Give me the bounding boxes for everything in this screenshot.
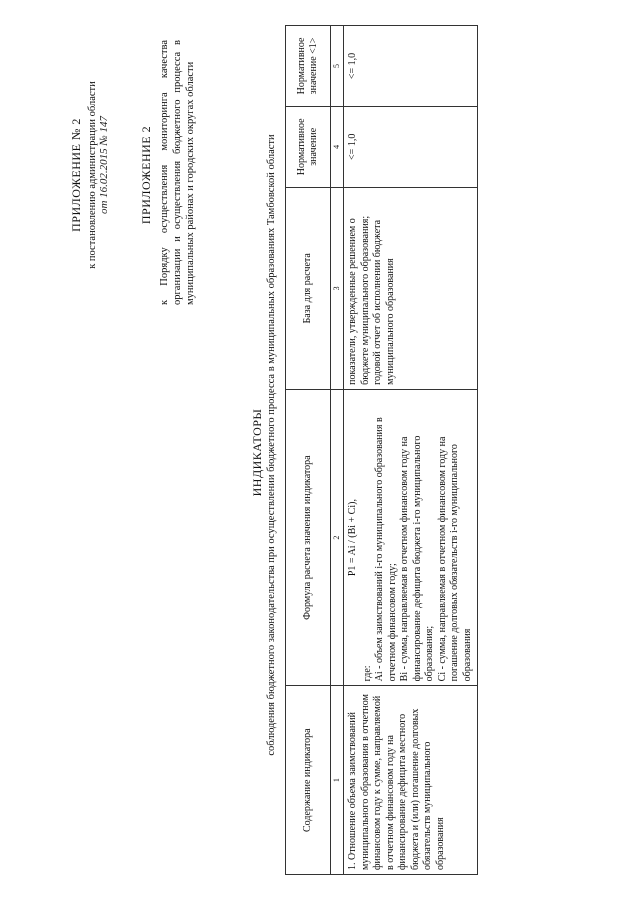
indicator-formula xyxy=(344,389,478,685)
header-content: Содержание индикатора xyxy=(286,686,331,875)
column-number: 1 xyxy=(331,686,344,875)
column-number: 3 xyxy=(331,187,344,389)
formula-expression: P1 = Ai / (Bi + Ci), xyxy=(347,499,358,577)
appendix-b-title: ПРИЛОЖЕНИЕ 2 xyxy=(139,125,153,225)
column-number: 4 xyxy=(331,106,344,187)
appendix-title: ПРИЛОЖЕНИЕ № 2 xyxy=(69,118,83,232)
formula-definitions: где: Ai - объем заимствований i-го муниципального образования в отчетном финансовом году; Bi - сумма, направляемая в отчетном финансовом году на финансирование дефицита бюджета i-го муниципального образования; Ci - сумма, направляемая в отчетном финансовом году на погашение долговых обязательств i-го муниципального образования xyxy=(361,417,473,682)
header-formula: Формула расчета значения индикатора xyxy=(286,389,331,685)
header-norm-1: Нормативное значение <1> xyxy=(286,26,331,107)
header-norm: Нормативное значение xyxy=(286,106,331,187)
document-title: ИНДИКАТОРЫ xyxy=(250,408,264,497)
decree-date-handwritten: от 16.02.2015 № 147 xyxy=(98,115,110,215)
column-number: 5 xyxy=(331,26,344,107)
column-number-row xyxy=(331,26,344,875)
normative-value: <= 1,0 xyxy=(344,106,478,187)
normative-value-1: <= 1,0 xyxy=(344,26,478,107)
indicators-table xyxy=(285,25,478,875)
indicator-content: 1. Отношение объема заимствований муниципального образования в отчетном финансовом году к сумме, направляемой в отчетном финансовом году на финансирование дефицита местного бюджета и (или) погашение долговых обязательств муниципального образования xyxy=(344,686,478,875)
document-subtitle: соблюдения бюджетного законодательства при осуществлении бюджетного процесса в муниципальных образованиях Тамбовской области xyxy=(266,134,277,756)
appendix-b-text: к Порядку осуществления мониторинга качества организации и осуществления бюджетного процесса в муниципальных районах и городских округах области xyxy=(159,40,196,305)
table-header-row xyxy=(286,26,331,875)
table-row xyxy=(344,26,478,875)
column-number: 2 xyxy=(331,389,344,685)
header-base: База для расчета xyxy=(286,187,331,389)
calculation-base: показатели, утвержденные решением о бюджете муниципального образования; годовой отчет об исполнении бюджета муниципального образования xyxy=(344,187,478,389)
decree-reference: к постановлению администрации области xyxy=(87,81,98,269)
